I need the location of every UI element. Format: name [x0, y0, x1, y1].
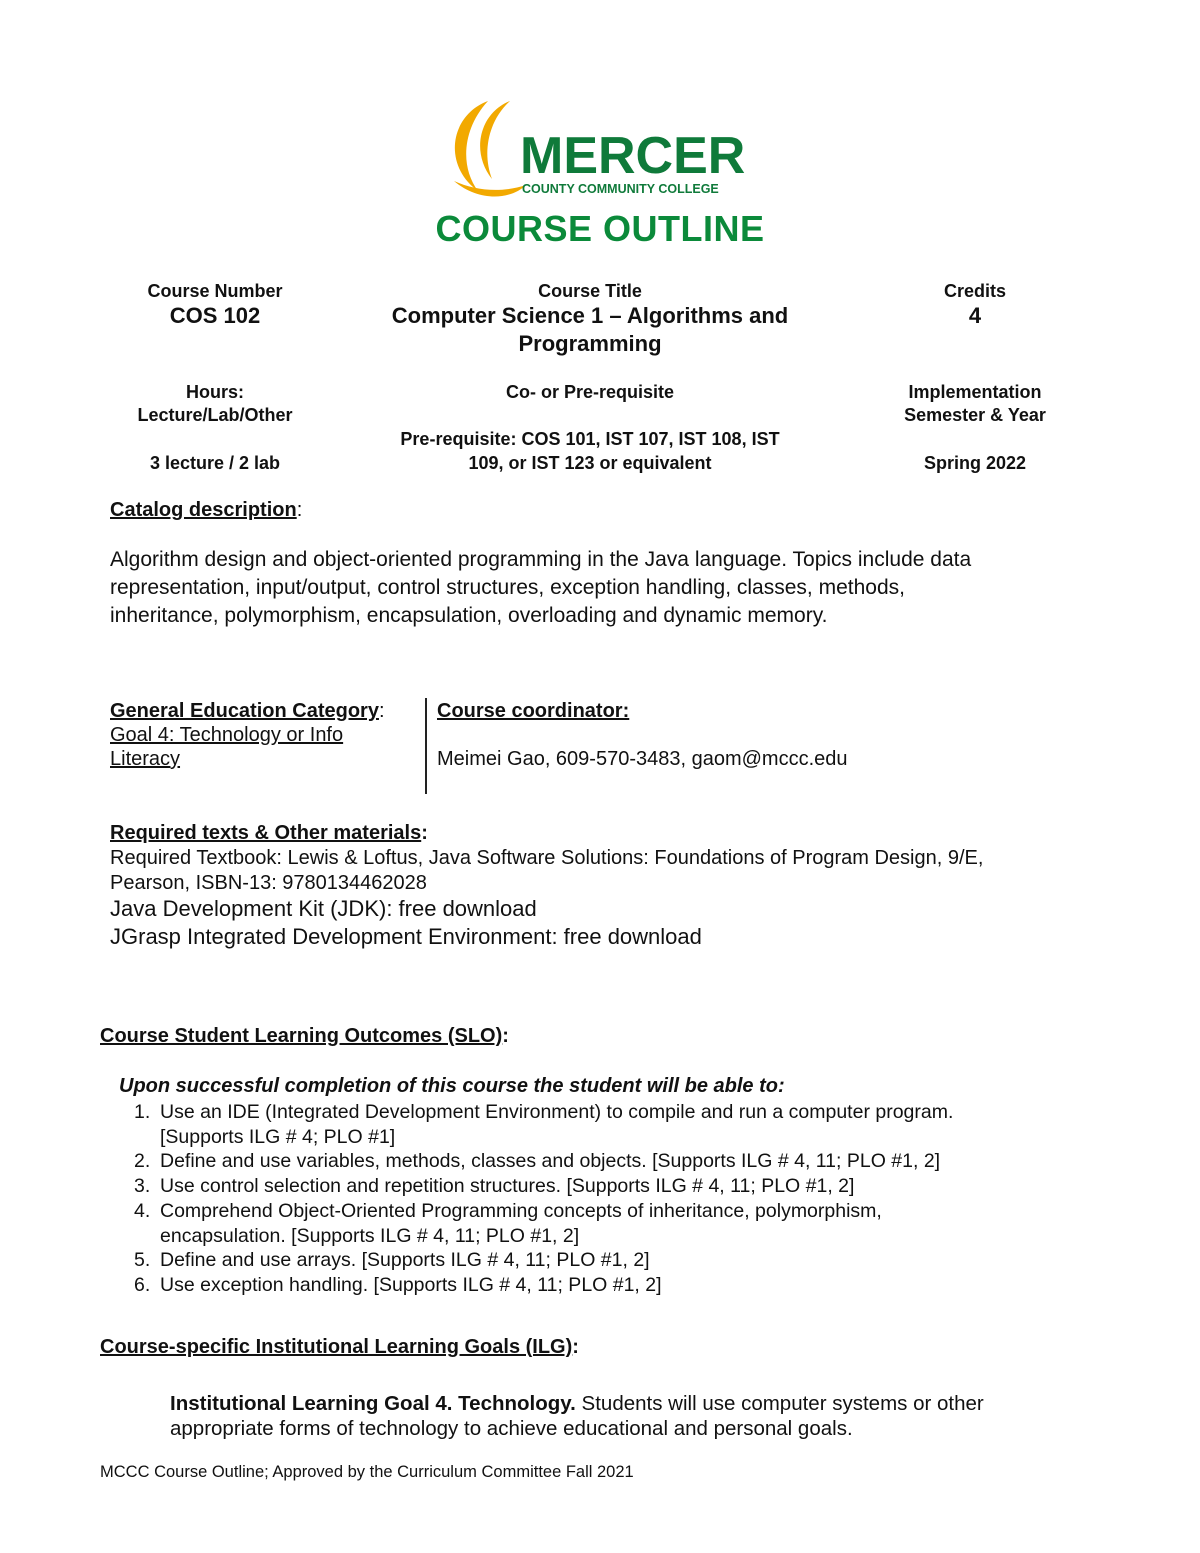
list-item: 2. Define and use variables, methods, classes and objects. [Supports ILG # 4, 11; PLO #1, 2]	[134, 1150, 941, 1173]
gen-ed-value: Goal 4: Technology or Info Literacy	[110, 724, 344, 770]
slo-intro: Upon successful completion of this course the student will be able to:	[119, 1075, 785, 1097]
hours-label-line1: Hours:	[186, 382, 244, 402]
page-title: COURSE OUTLINE	[435, 208, 765, 249]
coordinator-heading: Course coordinator:	[437, 700, 630, 722]
prereq-label: Co- or Pre-requisite	[505, 382, 675, 402]
footer-note: MCCC Course Outline; Approved by the Curriculum Committee Fall 2021	[100, 1463, 634, 1481]
ilg-heading: Course-specific Institutional Learning Goals (ILG):	[100, 1336, 579, 1358]
logo-wordmark: MERCER	[520, 127, 746, 185]
crescent-inner-icon	[480, 101, 510, 179]
credits-value: 4	[968, 303, 982, 328]
slo-list	[100, 1100, 1100, 1298]
mercer-logo	[440, 95, 770, 205]
logo-subtitle: COUNTY COMMUNITY COLLEGE	[522, 182, 719, 196]
catalog-description: Algorithm design and object-oriented programming in the Java language. Topics include data representation, input/output, control structures, exception handling, classes, methods, inheritance, polymorphism, encapsulation, overloading and dynamic memory.	[110, 548, 972, 627]
prereq-line1: Pre-requisite: COS 101, IST 107, IST 108, IST	[400, 429, 780, 449]
credits-label: Credits	[943, 281, 1006, 301]
column-divider	[425, 698, 427, 794]
list-item: 5. Define and use arrays. [Supports ILG # 4, 11; PLO #1, 2]	[134, 1249, 650, 1272]
catalog-heading: Catalog description:	[110, 499, 303, 521]
materials-software: Java Development Kit (JDK): free download JGrasp Integrated Development Environment: free download	[110, 896, 702, 949]
prereq-line2: 109, or IST 123 or equivalent	[468, 453, 712, 473]
hours-value: 3 lecture / 2 lab	[149, 453, 281, 473]
course-title-label: Course Title	[538, 281, 642, 301]
materials-heading: Required texts & Other materials:	[110, 822, 428, 844]
implementation-label-line2: Semester & Year	[904, 405, 1046, 425]
course-title-line2: Programming	[518, 331, 662, 356]
ilg-goal: Institutional Learning Goal 4. Technology. Students will use computer systems or other appropriate forms of technology to achieve educational and personal goals.	[170, 1392, 984, 1440]
list-item: 1. Use an IDE (Integrated Development Environment) to compile and run a computer program. [Supports ILG # 4; PLO #1]	[134, 1101, 954, 1148]
course-title-line1: Computer Science 1 – Algorithms and	[391, 303, 789, 328]
materials-textbook: Required Textbook: Lewis & Loftus, Java Software Solutions: Foundations of Program Design, 9/E, Pearson, ISBN-13: 9780134462028	[110, 847, 984, 894]
course-number-label: Course Number	[147, 281, 283, 301]
implementation-value: Spring 2022	[923, 453, 1027, 473]
list-item: 3. Use control selection and repetition structures. [Supports ILG # 4, 11; PLO #1, 2]	[134, 1175, 855, 1198]
course-number: COS 102	[169, 303, 261, 328]
gen-ed-heading: General Education Category:	[110, 700, 385, 722]
coordinator-value: Meimei Gao, 609-570-3483, gaom@mccc.edu	[437, 748, 848, 770]
list-item: 6. Use exception handling. [Supports ILG # 4, 11; PLO #1, 2]	[134, 1273, 662, 1296]
list-item: 4. Comprehend Object-Oriented Programming concepts of inheritance, polymorphism, encapsulation. [Supports ILG # 4, 11; PLO #1, 2]	[134, 1199, 882, 1247]
hours-label-line2: Lecture/Lab/Other	[137, 405, 293, 425]
slo-heading: Course Student Learning Outcomes (SLO):	[100, 1025, 509, 1047]
implementation-label-line1: Implementation	[908, 382, 1042, 402]
